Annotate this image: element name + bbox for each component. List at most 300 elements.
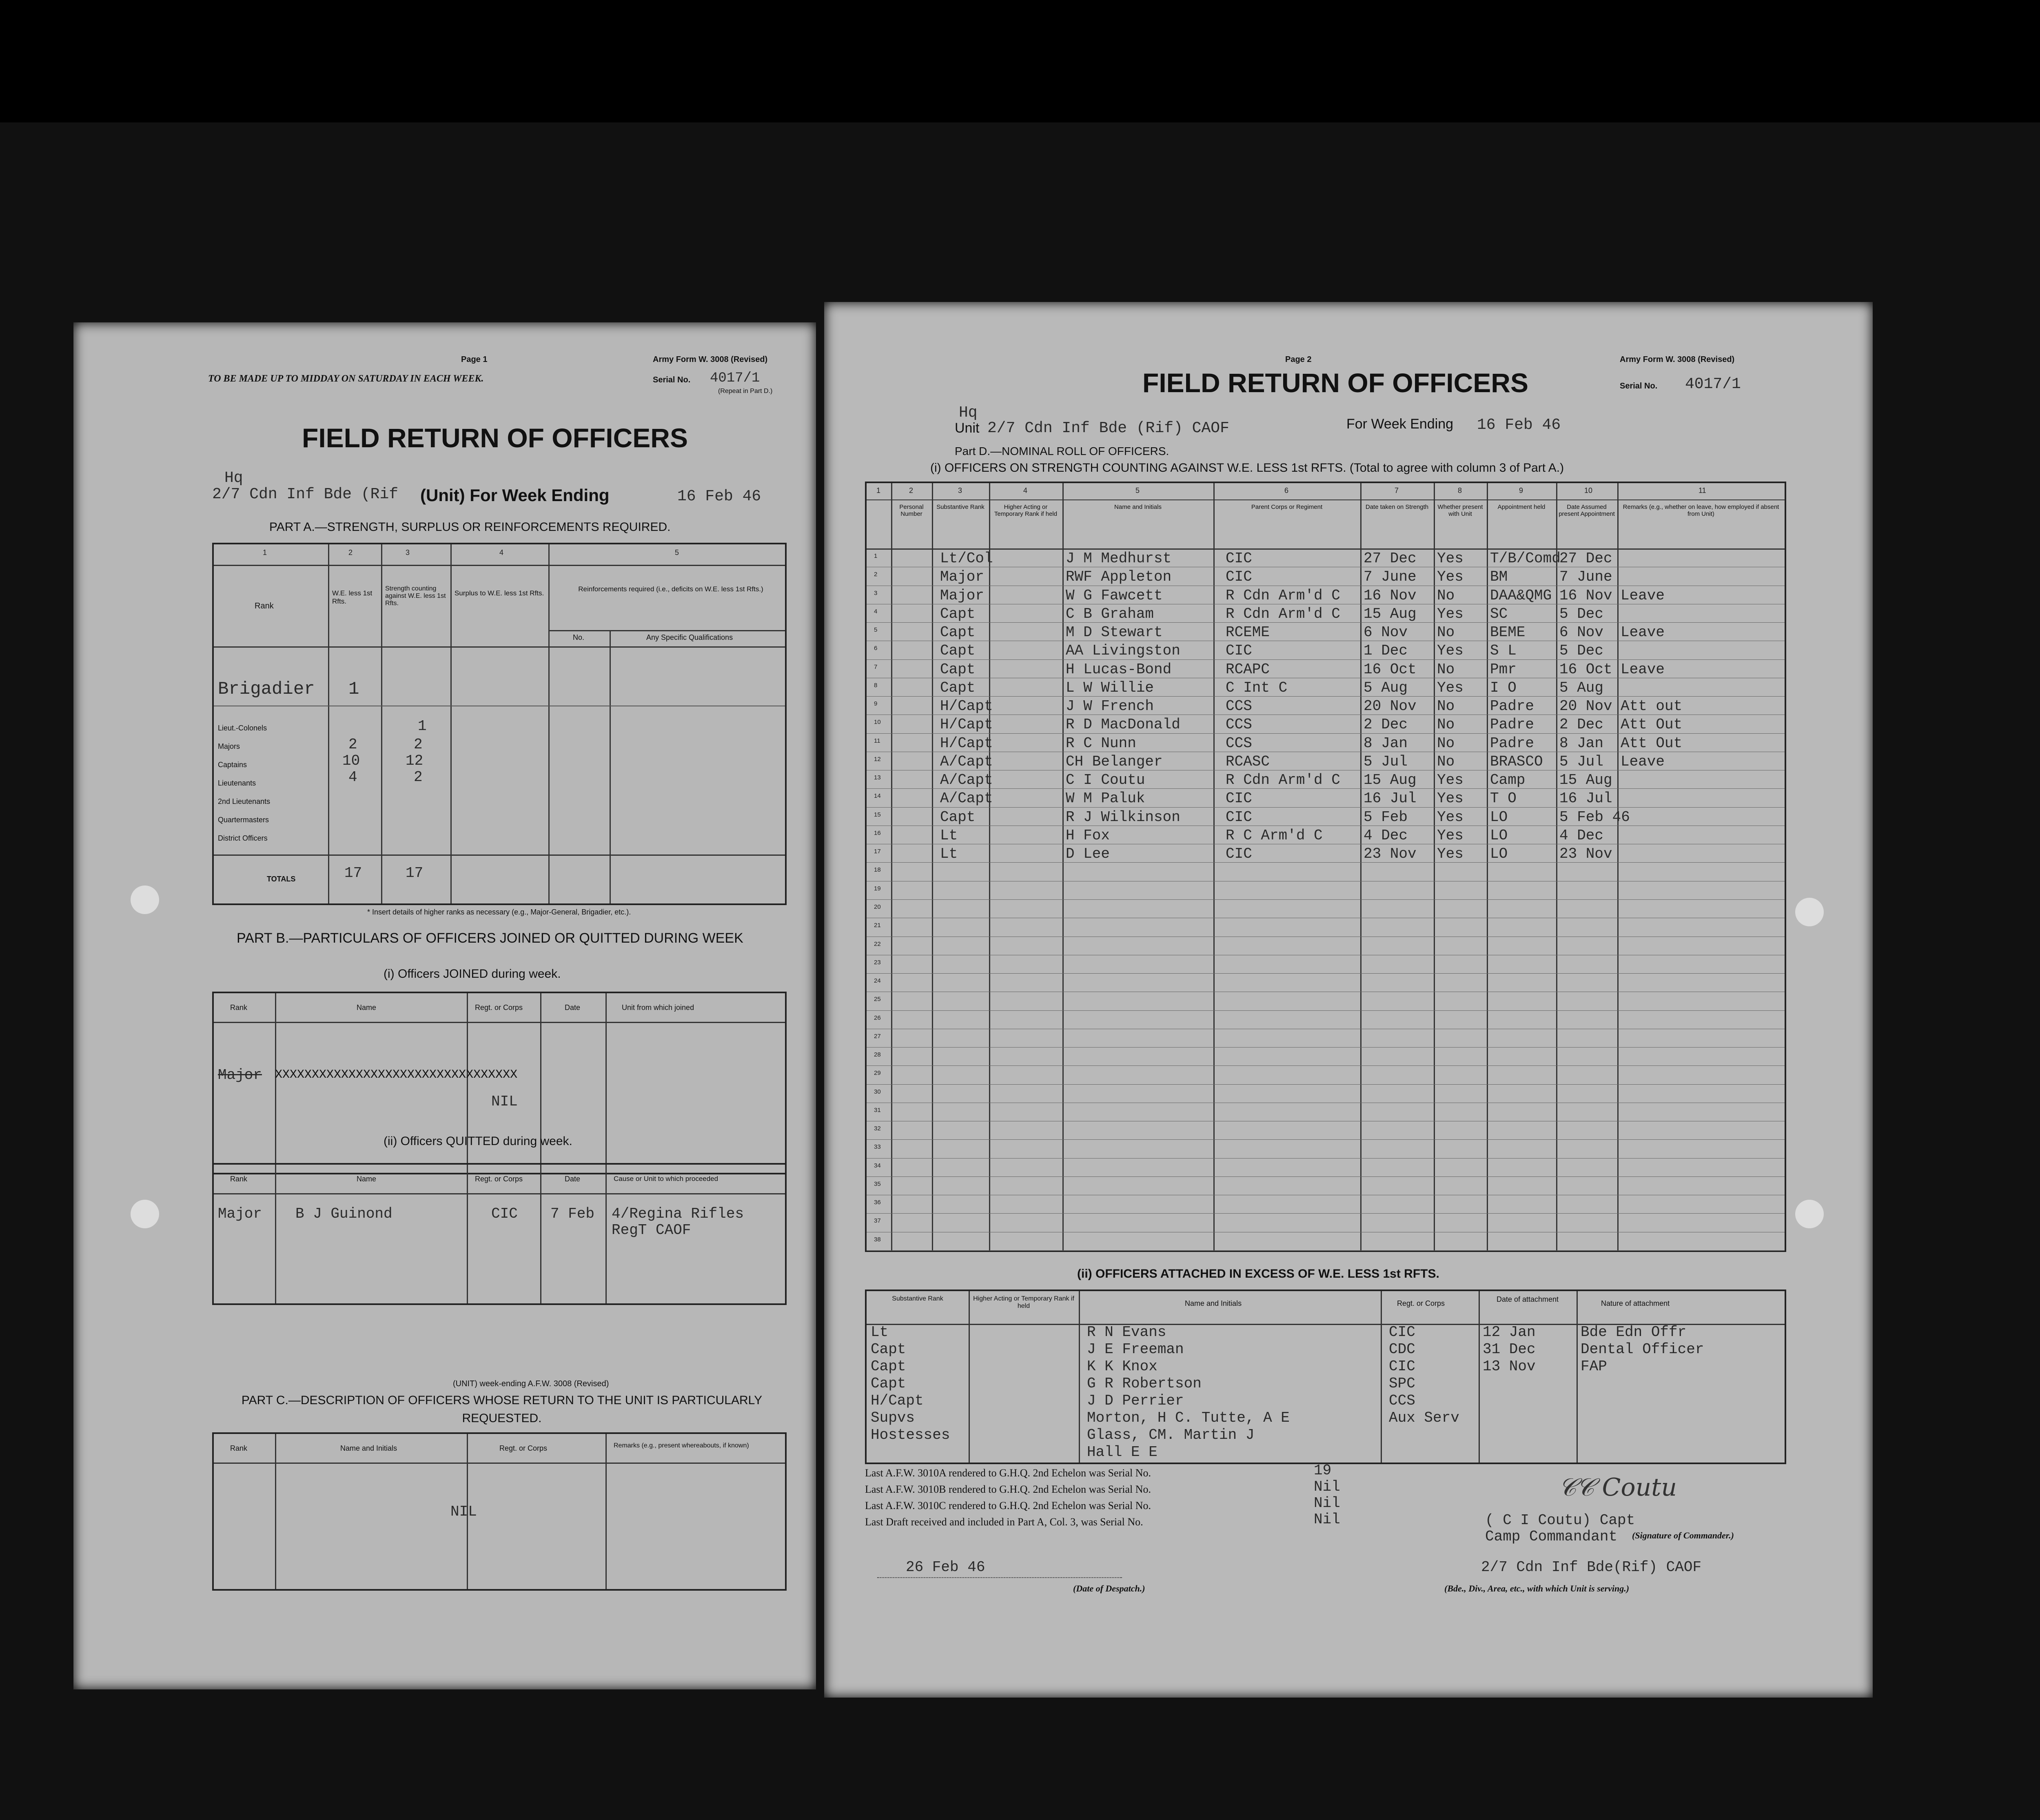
roll-date: 4 Dec [1364,827,1408,844]
roll-col-header: Higher Acting or Temporary Rank if held [994,504,1058,517]
roll-date: 16 Nov [1364,587,1417,604]
quitted-title: (ii) Officers QUITTED during week. [384,1134,572,1148]
quitted-date: 7 Feb [550,1205,595,1222]
afw-line-label: Last Draft received and included in Part A, Col. 3, was Serial No. [865,1516,1143,1528]
roll-present: No [1437,661,1455,678]
quitted-col-corps: Regt. or Corps [475,1175,523,1183]
majors-we: 2 [348,736,357,753]
part-c-title: PART C.—DESCRIPTION OF OFFICERS WHOSE RETURN TO THE UNIT IS PARTICULARLY REQUESTED. [241,1394,763,1425]
roll-corps: R Cdn Arm'd C [1226,587,1340,604]
roll-appt: DAA&QMG [1490,587,1552,604]
roll-row-number: 17 [874,848,881,855]
part-c-table [212,1432,787,1591]
page-2-unit-label: Unit [955,420,980,436]
brigadier-rank: Brigadier [218,679,315,699]
roll-col-header: Parent Corps or Regiment [1251,504,1323,510]
roll-dapp: 20 Nov [1559,698,1612,715]
roll-appt: LO [1490,808,1508,826]
page-2-form-label: Army Form W. 3008 (Revised) [1620,355,1735,364]
unit-label: (Unit) For Week Ending [420,486,610,505]
roll-date: 7 June [1364,568,1417,586]
joined-col-name: Name [357,1003,377,1012]
col-we: W.E. less 1st Rfts. [332,589,373,605]
part-a-note: * Insert details of higher ranks as necessary (e.g., Major-General, Brigadier, etc.). [367,908,631,916]
punch-hole [1795,1200,1824,1228]
roll-rem: Leave [1621,624,1665,641]
roll-corps: CIC [1226,642,1252,659]
roll-appt: BEME [1490,624,1526,641]
serial-note: (Repeat in Part D.) [718,388,773,395]
rank-2ndlt: 2nd Lieutenants [218,797,271,806]
att-col-corps: Regt. or Corps [1397,1299,1445,1307]
punch-hole [131,1200,159,1228]
roll-rank: Lt [940,827,958,844]
roll-row-number: 4 [874,608,878,615]
roll-rem: Leave [1621,587,1665,604]
roll-dapp: 5 Aug [1559,679,1604,696]
roll-rank: H/Capt [940,735,993,752]
page-2-week-label: For Week Ending [1346,416,1454,432]
attached-name: G R Robertson [1087,1375,1202,1392]
serial-value: 4017/1 [710,371,760,386]
roll-row-number: 29 [874,1070,881,1077]
roll-row-number: 7 [874,663,878,670]
col-num: 4 [499,548,504,557]
roll-corps: RCEME [1226,624,1270,641]
roll-name: RWF Appleton [1066,568,1172,586]
roll-corps: R C Arm'd C [1226,827,1323,844]
roll-name: R C Nunn [1066,735,1136,752]
roll-appt: Pmr [1490,661,1517,678]
roll-col-header: Remarks (e.g., whether on leave, how employed if absent from Unit) [1623,504,1779,517]
col-qual: Any Specific Qualifications [646,633,733,641]
page-2-unit-value: 2/7 Cdn Inf Bde (Rif) CAOF [987,419,1229,437]
att-col-name: Name and Initials [1185,1299,1242,1307]
roll-col-number: 11 [1699,486,1706,495]
roll-row-number: 21 [874,922,881,929]
roll-corps: CCS [1226,735,1252,752]
roll-col-number: 4 [1023,486,1028,495]
roll-col-header: Substantive Rank [936,504,985,510]
roll-col-header: Personal Number [899,504,924,517]
roll-name: J M Medhurst [1066,550,1172,567]
punch-hole [131,886,159,914]
roll-row-number: 16 [874,829,881,837]
joined-col-unit: Unit from which joined [622,1003,694,1012]
afw-line-label: Last A.F.W. 3010B rendered to G.H.Q. 2nd Echelon was Serial No. [865,1483,1151,1495]
roll-dapp: 6 Nov [1559,624,1604,641]
roll-rank: Capt [940,624,976,641]
roll-date: 16 Oct [1364,661,1417,678]
partc-col-name: Name and Initials [340,1444,397,1452]
roll-appt: Padre [1490,698,1534,715]
despatch-caption: (Date of Despatch.) [1073,1583,1145,1594]
quitted-rank: Major [218,1205,262,1222]
roll-name: C I Coutu [1066,772,1145,789]
joined-strike-x: XXXXXXXXXXXXXXXXXXXXXXXXXXXXXXXXX [275,1068,518,1079]
quitted-table [212,1163,787,1305]
roll-rank: Capt [940,679,976,696]
roll-row-number: 11 [874,737,880,744]
roll-col-number: 9 [1519,486,1523,495]
roll-corps: CCS [1226,698,1252,715]
roll-col-header: Date Assumed present Appointment [1559,504,1615,517]
roll-row-number: 38 [874,1236,881,1243]
attached-name: K K Knox [1087,1358,1157,1375]
roll-appt: I O [1490,679,1517,696]
roll-present: Yes [1437,827,1463,844]
col-num: 2 [348,548,353,557]
partc-col-rank: Rank [230,1444,248,1452]
roll-col-header: Name and Initials [1114,504,1162,510]
roll-dapp: 5 Dec [1559,605,1604,622]
attached-name: R N Evans [1087,1324,1166,1341]
partc-col-remarks: Remarks (e.g., present whereabouts, if known) [614,1442,749,1449]
roll-present: Yes [1437,568,1463,586]
roll-corps: R Cdn Arm'd C [1226,605,1340,622]
roll-present: No [1437,716,1455,733]
roll-date: 6 Nov [1364,624,1408,641]
roll-present: No [1437,735,1455,752]
roll-row-number: 23 [874,959,881,966]
part-d-title: Part D.—NOMINAL ROLL OF OFFICERS. [955,445,1169,457]
roll-appt: SC [1490,605,1508,622]
col-num: 1 [263,548,267,557]
page-2-unit-hq: Hq [959,404,978,422]
lieutenants-we: 4 [348,769,357,786]
roll-row-number: 28 [874,1051,881,1059]
roll-date: 20 Nov [1364,698,1417,715]
roll-rem: Leave [1621,661,1665,678]
roll-appt: S L [1490,642,1517,659]
roll-dapp: 5 Feb 46 [1559,808,1630,826]
roll-present: Yes [1437,790,1463,807]
roll-row-number: 19 [874,885,881,892]
roll-col-number: 7 [1395,486,1399,495]
roll-rank: Capt [940,605,976,622]
roll-rem: Att out [1621,698,1683,715]
page-2-label: Page 2 [1285,355,1312,364]
part-b-title: PART B.—PARTICULARS OF OFFICERS JOINED OR QUITTED DURING WEEK [237,930,743,946]
col-surplus: Surplus to W.E. less 1st Rfts. [455,589,544,597]
joined-struck-entry: Major [218,1067,262,1083]
roll-col-header: Whether present with Unit [1437,504,1483,517]
roll-row-number: 35 [874,1180,881,1187]
page-2-title: FIELD RETURN OF OFFICERS [1142,368,1528,398]
roll-name: CH Belanger [1066,753,1163,770]
roll-row-number: 13 [874,774,881,781]
attached-date: 13 Nov [1483,1358,1536,1375]
roll-row-number: 37 [874,1217,881,1225]
roll-appt: Camp [1490,772,1526,789]
att-col-rank: Substantive Rank [892,1295,943,1302]
roll-present: No [1437,753,1455,770]
roll-date: 5 Jul [1364,753,1408,770]
joined-nil: NIL [491,1093,518,1110]
roll-row-number: 32 [874,1125,881,1132]
page-2-serial-value: 4017/1 [1685,375,1741,393]
roll-rank: Lt/Col [940,550,993,567]
rank-ltcol: Lieut.-Colonels [218,724,267,732]
col-rank: Rank [255,601,274,610]
roll-rank: H/Capt [940,698,993,715]
roll-appt: Padre [1490,735,1534,752]
page-1-sheet [73,322,816,1689]
page-1-title: FIELD RETURN OF OFFICERS [302,423,688,453]
quitted-col-date: Date [565,1175,581,1183]
roll-col-number: 6 [1284,486,1289,495]
page-2-serial-label: Serial No. [1620,382,1658,391]
roll-date: 27 Dec [1364,550,1417,567]
attached-corps: Aux Serv [1389,1409,1459,1426]
roll-corps: CCS [1226,716,1252,733]
roll-name: M D Stewart [1066,624,1163,641]
unit-signature-caption: (Bde., Div., Area, etc., with which Unit is serving.) [1444,1583,1630,1594]
quitted-col-name: Name [357,1175,377,1183]
rank-majors: Majors [218,742,240,750]
attached-date: 31 Dec [1483,1341,1536,1358]
col-num: 5 [675,548,679,557]
roll-date: 16 Jul [1364,790,1417,807]
roll-rank: Lt [940,846,958,863]
afw-line-value: Nil [1314,1495,1340,1511]
roll-col-number: 3 [958,486,962,495]
roll-date: 15 Aug [1364,605,1417,622]
totals-str: 17 [406,865,424,881]
roll-row-number: 8 [874,681,878,689]
instruction: TO BE MADE UP TO MIDDAY ON SATURDAY IN EACH WEEK. [208,373,484,384]
roll-corps: RCAPC [1226,661,1270,678]
att-col-higher: Higher Acting or Temporary Rank if held [973,1295,1074,1310]
attached-corps: CCS [1389,1392,1415,1409]
roll-col-number: 5 [1135,486,1140,495]
roll-col-number: 2 [909,486,914,495]
roll-col-number: 8 [1458,486,1462,495]
afw-line-value: Nil [1314,1478,1340,1495]
attached-corps: CDC [1389,1341,1415,1358]
punch-hole [1795,898,1824,926]
roll-date: 5 Feb [1364,808,1408,826]
roll-appt: LO [1490,827,1508,844]
col-num: 3 [406,548,410,557]
attached-nature: Dental Officer [1581,1341,1704,1358]
att-col-date: Date of attachment [1496,1295,1559,1303]
roll-corps: RCASC [1226,753,1270,770]
attached-name: Glass, CM. Martin J [1087,1427,1255,1443]
serial-label: Serial No. [653,375,691,384]
roll-row-number: 24 [874,977,881,985]
joined-col-date: Date [565,1003,581,1012]
roll-row-number: 6 [874,645,878,652]
roll-row-number: 18 [874,866,881,874]
totals-label: TOTALS [267,875,296,883]
quitted-col-rank: Rank [230,1175,248,1183]
nominal-roll-table [865,482,1786,1252]
afw-line-value: 19 [1314,1462,1332,1479]
signature-name: ( C I Coutu) Capt [1485,1512,1635,1529]
roll-row-number: 33 [874,1143,881,1151]
roll-row-number: 9 [874,700,878,708]
roll-name: D Lee [1066,846,1110,863]
roll-col-number: 1 [876,486,881,495]
attached-rank: H/Capt [871,1392,924,1409]
roll-dapp: 16 Nov [1559,587,1612,604]
roll-rank: A/Capt [940,753,993,770]
roll-dapp: 16 Jul [1559,790,1612,807]
roll-row-number: 5 [874,626,878,634]
despatch-date: 26 Feb 46 [906,1559,985,1576]
roll-name: C B Graham [1066,605,1154,622]
roll-corps: CIC [1226,790,1252,807]
roll-appt: T O [1490,790,1517,807]
page-1-label: Page 1 [461,355,488,364]
quitted-name: B J Guinond [295,1205,392,1222]
attached-rank: Hostesses [871,1427,950,1443]
joined-title: (i) Officers JOINED during week. [384,967,561,981]
roll-row-number: 1 [874,553,878,559]
week-ending: 16 Feb 46 [677,488,761,505]
roll-row-number: 31 [874,1106,881,1114]
roll-present: Yes [1437,772,1463,789]
roll-row-number: 25 [874,996,881,1003]
roll-date: 15 Aug [1364,772,1417,789]
signature-caption: (Signature of Commander.) [1632,1530,1734,1540]
roll-dapp: 16 Oct [1559,661,1612,678]
roll-name: H Lucas-Bond [1066,661,1172,678]
roll-rem: Att Out [1621,735,1683,752]
afw-line-label: Last A.F.W. 3010C rendered to G.H.Q. 2nd Echelon was Serial No. [865,1500,1151,1511]
partc-nil: NIL [450,1503,477,1520]
roll-row-number: 22 [874,940,881,948]
roll-date: 8 Jan [1364,735,1408,752]
signature-role: Camp Commandant [1485,1528,1618,1545]
roll-present: Yes [1437,642,1463,659]
roll-rank: Major [940,587,985,604]
roll-row-number: 14 [874,792,881,800]
rank-captains: Captains [218,761,247,769]
attached-name: Hall E E [1087,1444,1157,1460]
roll-corps: CIC [1226,846,1252,863]
roll-row-number: 3 [874,589,878,597]
roll-dapp: 7 June [1559,568,1612,586]
roll-present: Yes [1437,808,1463,826]
partc-col-corps: Regt. or Corps [499,1444,548,1452]
unit-hq: Hq [224,469,243,487]
roll-rem: Att Out [1621,716,1683,733]
roll-row-number: 30 [874,1088,881,1095]
roll-row-number: 15 [874,811,881,818]
attached-rank: Capt [871,1358,906,1375]
attached-rank: Capt [871,1375,906,1392]
quitted-cause: 4/Regina Rifles [612,1205,744,1222]
roll-corps: CIC [1226,808,1252,826]
captains-we: 10 [342,752,360,769]
roll-appt: BM [1490,568,1508,586]
part-a-title: PART A.—STRENGTH, SURPLUS OR REINFORCEMENTS REQUIRED. [269,520,671,534]
roll-row-number: 12 [874,755,881,763]
unit-signature: 2/7 Cdn Inf Bde(Rif) CAOF [1481,1559,1702,1576]
ltcol-str: 1 [418,718,427,735]
roll-corps: R Cdn Arm'd C [1226,772,1340,789]
roll-rank: H/Capt [940,716,993,733]
joined-col-rank: Rank [230,1003,248,1012]
captains-str: 12 [406,752,424,769]
roll-date: 23 Nov [1364,846,1417,863]
totals-we: 17 [344,865,362,881]
roll-appt: T/B/Comd [1490,550,1561,567]
attached-name: J D Perrier [1087,1392,1184,1409]
part-a-table [212,543,787,905]
roll-name: R J Wilkinson [1066,808,1180,826]
quitted-corps: CIC [491,1205,518,1222]
lieutenants-str: 2 [414,769,423,786]
roll-date: 2 Dec [1364,716,1408,733]
roll-rank: A/Capt [940,772,993,789]
brigadier-we: 1 [348,679,359,699]
roll-row-number: 2 [874,571,878,578]
roll-rem: Leave [1621,753,1665,770]
roll-date: 1 Dec [1364,642,1408,659]
attached-title: (ii) OFFICERS ATTACHED IN EXCESS OF W.E. LESS 1st RFTS. [1077,1267,1439,1281]
rank-lieutenants: Lieutenants [218,779,256,787]
signature-scribble: 𝒞𝒞 Coutu [1559,1473,1677,1502]
roll-col-number: 10 [1584,486,1593,495]
roll-appt: Padre [1490,716,1534,733]
roll-rank: Capt [940,661,976,678]
roll-dapp: 27 Dec [1559,550,1612,567]
roll-row-number: 34 [874,1162,881,1169]
rank-district: District Officers [218,834,268,842]
attached-corps: SPC [1389,1375,1415,1392]
quitted-cause-2: RegT CAOF [612,1222,691,1238]
roll-present: Yes [1437,605,1463,622]
roll-corps: CIC [1226,550,1252,567]
att-col-nature: Nature of attachment [1601,1299,1670,1307]
roll-name: W G Fawcett [1066,587,1163,604]
roll-present: No [1437,587,1455,604]
roll-date: 5 Aug [1364,679,1408,696]
roll-dapp: 2 Dec [1559,716,1604,733]
attached-name: J E Freeman [1087,1341,1184,1358]
top-black-band [0,0,2040,122]
majors-str: 2 [414,736,423,753]
roll-corps: C Int C [1226,679,1288,696]
part-c-unitline: (UNIT) week-ending A.F.W. 3008 (Revised) [453,1379,609,1388]
afw-line-value: Nil [1314,1511,1340,1528]
attached-rank: Supvs [871,1409,915,1426]
roll-dapp: 5 Dec [1559,642,1604,659]
form-label: Army Form W. 3008 (Revised) [653,355,768,364]
roll-row-number: 26 [874,1014,881,1021]
roll-name: L W Willie [1066,679,1154,696]
roll-present: No [1437,624,1455,641]
roll-rank: Capt [940,808,976,826]
attached-corps: CIC [1389,1358,1415,1375]
attached-name: Morton, H C. Tutte, A E [1087,1409,1290,1426]
afw-line-label: Last A.F.W. 3010A rendered to G.H.Q. 2nd Echelon was Serial No. [865,1467,1151,1479]
page-2-week-value: 16 Feb 46 [1477,416,1561,434]
roll-corps: CIC [1226,568,1252,586]
roll-rank: Capt [940,642,976,659]
roll-dapp: 8 Jan [1559,735,1604,752]
roll-present: No [1437,698,1455,715]
roll-name: W M Paluk [1066,790,1145,807]
unit-value: 2/7 Cdn Inf Bde (Rif [212,486,399,503]
attached-rank: Capt [871,1341,906,1358]
roll-row-number: 36 [874,1199,881,1206]
col-strength: Strength counting against W.E. less 1st Rfts. [385,585,446,607]
rank-qm: Quartermasters [218,816,269,824]
